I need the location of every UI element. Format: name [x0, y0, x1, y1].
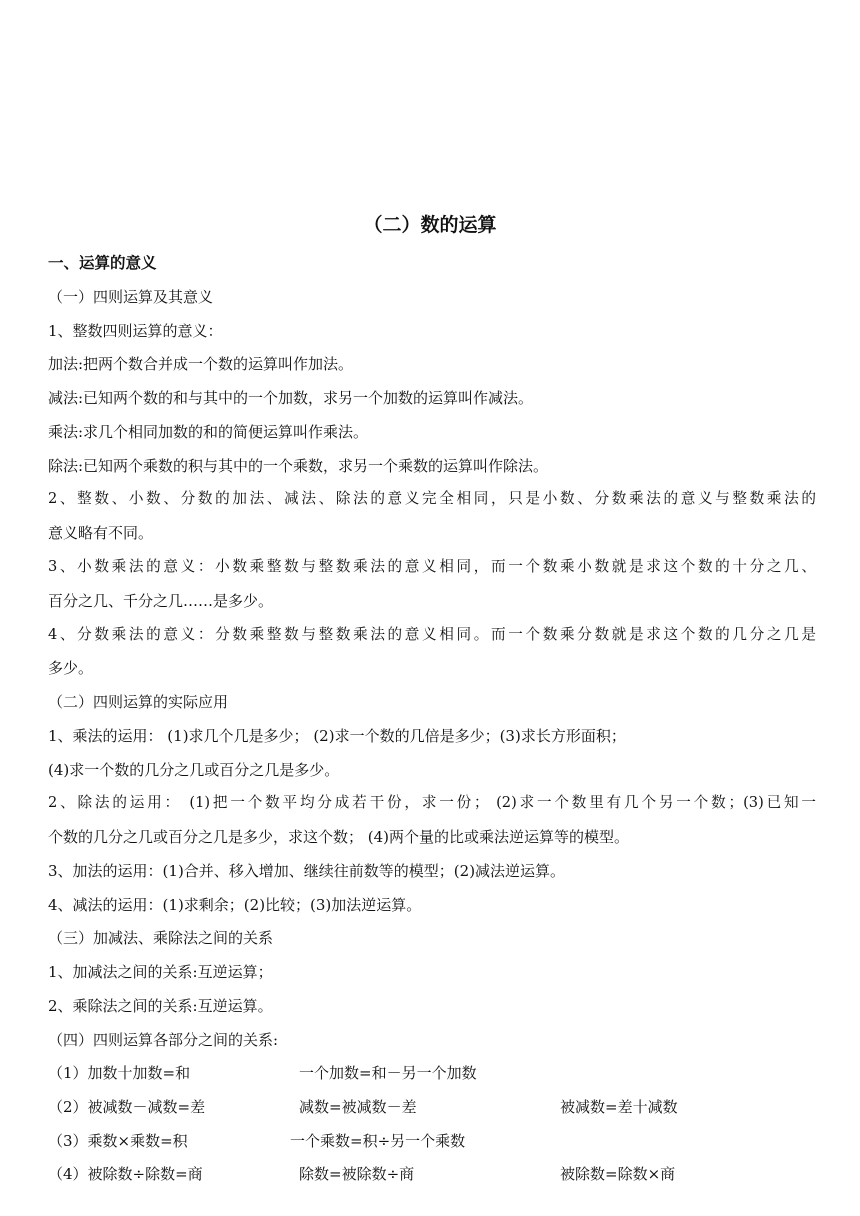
subsection-heading: （二）四则运算的实际应用	[48, 693, 229, 711]
paragraph-line: 百分之几、千分之几……是多少。	[48, 592, 274, 610]
paragraph-line: 乘法:求几个相同加数的和的简便运算叫作乘法。	[48, 423, 369, 441]
paragraph-line: 1、乘法的运用： (1)求几个几是多少； (2)求一个数的几倍是多少；(3)求长方形面积；	[48, 727, 626, 745]
section-heading: 一、运算的意义	[48, 254, 157, 272]
relation-formula: （3）乘数×乘数=积	[48, 1132, 188, 1150]
paragraph-line: 减法:已知两个数的和与其中的一个加数，求另一个加数的运算叫作减法。	[48, 389, 534, 407]
relation-formula: （4）被除数÷除数=商	[48, 1165, 203, 1183]
paragraph-line: 多少。	[48, 659, 94, 677]
paragraph-line: 2、整数、小数、分数的加法、减法、除法的意义完全相同，只是小数、分数乘法的意义与整数乘法的	[48, 490, 816, 507]
paragraph-line: 2、乘除法之间的关系:互逆运算。	[48, 997, 273, 1015]
page-title: （二）数的运算	[363, 214, 497, 236]
paragraph-line: 3、小数乘法的意义：小数乘整数与整数乘法的意义相同，而一个数乘小数就是求这个数的十分之几、	[48, 558, 816, 575]
relation-formula: 除数=被除数÷商	[299, 1165, 415, 1183]
paragraph-line: 2、除法的运用： (1)把一个数平均分成若干份，求一份； (2)求一个数里有几个另一个数；(3)已知一	[48, 794, 816, 811]
relation-formula: 一个乘数=积÷另一个乘数	[290, 1132, 466, 1150]
relation-formula: 一个加数=和－另一个加数	[299, 1064, 477, 1082]
paragraph-line: 1、整数四则运算的意义：	[48, 322, 223, 340]
subsection-heading: （一）四则运算及其意义	[48, 288, 214, 306]
subsection-heading: （四）四则运算各部分之间的关系:	[48, 1031, 279, 1049]
paragraph-line: 个数的几分之几或百分之几是多少，求这个数； (4)两个量的比或乘法逆运算等的模型。	[48, 828, 630, 846]
subsection-heading: （三）加减法、乘除法之间的关系	[48, 929, 274, 947]
paragraph-line: 1、加减法之间的关系:互逆运算；	[48, 963, 273, 981]
relation-formula: 减数=被减数－差	[299, 1098, 417, 1116]
relation-formula: （2）被减数－减数=差	[48, 1098, 206, 1116]
relation-formula: 被减数=差十减数	[560, 1098, 678, 1116]
paragraph-line: 除法:已知两个乘数的积与其中的一个乘数，求另一个乘数的运算叫作除法。	[48, 457, 549, 475]
paragraph-line: 4、减法的运用：(1)求剩余；(2)比较；(3)加法逆运算。	[48, 896, 422, 914]
paragraph-line: 4、分数乘法的意义：分数乘整数与整数乘法的意义相同。而一个数乘分数就是求这个数的几分之几是	[48, 626, 816, 643]
paragraph-line: (4)求一个数的几分之几或百分之几是多少。	[48, 761, 340, 779]
paragraph-line: 意义略有不同。	[48, 524, 154, 542]
relation-formula: 被除数=除数×商	[560, 1165, 676, 1183]
paragraph-line: 3、加法的运用：(1)合并、移入增加、继续往前数等的模型；(2)减法逆运算。	[48, 862, 566, 880]
paragraph-line: 加法:把两个数合并成一个数的运算叫作加法。	[48, 355, 354, 373]
relation-formula: （1）加数十加数=和	[48, 1064, 191, 1082]
